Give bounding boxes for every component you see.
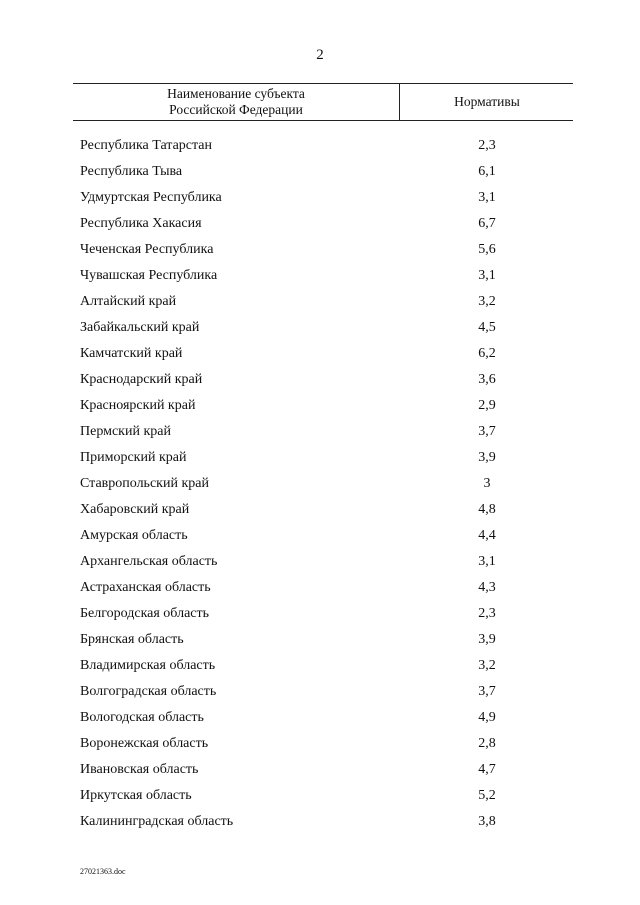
table-row	[0, 757, 640, 783]
page-number: 2	[316, 47, 324, 63]
region-name: Амурская область	[80, 528, 188, 543]
table-row	[0, 133, 640, 159]
norm-value: 3	[483, 476, 491, 491]
region-name: Камчатский край	[80, 346, 183, 361]
norm-value: 6,7	[478, 216, 496, 231]
table-row	[0, 627, 640, 653]
table-row	[0, 731, 640, 757]
table-row	[0, 419, 640, 445]
table-body	[0, 133, 640, 835]
table-header	[73, 83, 573, 121]
norm-value: 3,2	[478, 658, 496, 673]
table-row	[0, 315, 640, 341]
norm-value: 4,8	[478, 502, 496, 517]
table-row	[0, 705, 640, 731]
norm-value: 3,1	[478, 190, 496, 205]
norm-value: 2,9	[478, 398, 496, 413]
table-row	[0, 471, 640, 497]
norm-value: 3,2	[478, 294, 496, 309]
norm-value: 5,6	[478, 242, 496, 257]
norm-value: 4,9	[478, 710, 496, 725]
region-name: Чеченская Республика	[80, 242, 214, 257]
region-name: Красноярский край	[80, 398, 196, 413]
table-row	[0, 159, 640, 185]
header-name-line1: Наименование субъекта	[167, 86, 305, 101]
norm-value: 2,3	[478, 138, 496, 153]
table-row	[0, 783, 640, 809]
region-name: Иркутская область	[80, 788, 192, 803]
region-name: Вологодская область	[80, 710, 204, 725]
region-name: Республика Татарстан	[80, 138, 213, 153]
table-row	[0, 523, 640, 549]
norm-value: 4,4	[478, 528, 496, 543]
region-name: Волгоградская область	[80, 684, 217, 699]
table-row	[0, 549, 640, 575]
norm-value: 3,9	[478, 450, 496, 465]
norm-value: 3,7	[478, 424, 496, 439]
table-row	[0, 211, 640, 237]
table-row	[0, 445, 640, 471]
norm-value: 6,1	[478, 164, 496, 179]
norm-value: 2,8	[478, 736, 496, 751]
footer-filename: 27021363.doc	[80, 867, 126, 876]
norm-value: 3,1	[478, 268, 496, 283]
norm-value: 4,3	[478, 580, 496, 595]
table-row	[0, 237, 640, 263]
region-name: Владимирская область	[80, 658, 216, 673]
norm-value: 3,1	[478, 554, 496, 569]
norm-value: 3,9	[478, 632, 496, 647]
region-name: Астраханская область	[80, 580, 211, 595]
table-row	[0, 393, 640, 419]
norm-value: 2,3	[478, 606, 496, 621]
region-name: Республика Тыва	[80, 164, 183, 179]
region-name: Чувашская Республика	[80, 268, 218, 283]
region-name: Ставропольский край	[80, 476, 209, 491]
region-name: Брянская область	[80, 632, 184, 647]
region-name: Алтайский край	[80, 294, 177, 309]
header-name-column	[73, 84, 400, 120]
table-row	[0, 653, 640, 679]
region-name: Калининградская область	[80, 814, 234, 829]
table-row	[0, 341, 640, 367]
norm-value: 3,6	[478, 372, 496, 387]
region-name: Ивановская область	[80, 762, 199, 777]
region-name: Белгородская область	[80, 606, 210, 621]
region-name: Республика Хакасия	[80, 216, 202, 231]
region-name: Удмуртская Республика	[80, 190, 222, 205]
table-row	[0, 809, 640, 835]
table-row	[0, 575, 640, 601]
table-row	[0, 497, 640, 523]
table-row	[0, 185, 640, 211]
table-row	[0, 289, 640, 315]
norm-value: 6,2	[478, 346, 496, 361]
region-name: Архангельская область	[80, 554, 218, 569]
region-name: Воронежская область	[80, 736, 209, 751]
table-row	[0, 601, 640, 627]
norm-value: 5,2	[478, 788, 496, 803]
table-row	[0, 367, 640, 393]
header-norm-column: Нормативы	[454, 94, 520, 109]
region-name: Приморский край	[80, 450, 187, 465]
norm-value: 4,5	[478, 320, 496, 335]
table-row	[0, 679, 640, 705]
norm-value: 3,8	[478, 814, 496, 829]
norm-value: 4,7	[478, 762, 496, 777]
region-name: Краснодарский край	[80, 372, 203, 387]
region-name: Забайкальский край	[80, 320, 200, 335]
region-name: Пермский край	[80, 424, 171, 439]
table-row	[0, 263, 640, 289]
norm-value: 3,7	[478, 684, 496, 699]
region-name: Хабаровский край	[80, 502, 190, 517]
header-name-line2: Российской Федерации	[169, 102, 303, 117]
